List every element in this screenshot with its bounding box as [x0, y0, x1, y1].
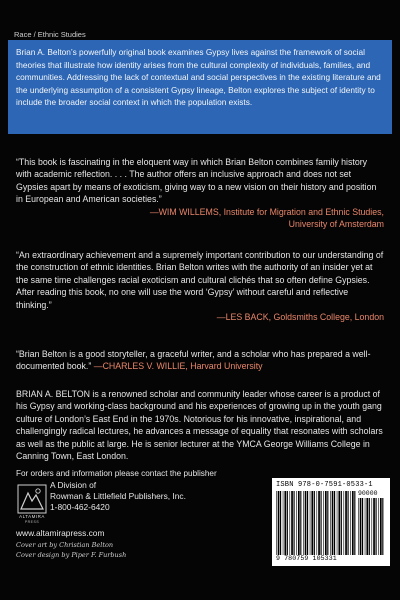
quote-back — [16, 249, 384, 323]
quote-willie — [16, 348, 384, 373]
publisher-name: Rowman & Littlefield Publishers, Inc. — [50, 491, 186, 502]
attribution-line: —WIM WILLEMS, Institute for Migration and Ethnic Studies, — [149, 206, 384, 217]
ean-number: 9 780759 105331 — [276, 555, 337, 562]
quote-attribution — [16, 206, 384, 231]
publisher-phone: 1-800-462-6420 — [50, 502, 110, 513]
altamira-logo-icon — [17, 484, 47, 514]
barcode-box — [272, 478, 390, 566]
attribution-line: University of Amsterdam — [288, 219, 384, 230]
publisher-line: A Division of — [50, 480, 97, 490]
logo-name: ALTAMIRA — [19, 514, 45, 519]
cover-design-credit: Cover design by Piper F. Furbush — [16, 551, 127, 559]
quote-text: “This book is fascinating in the eloquent way in which Brian Belton combines family history with academic reflection. . . . The author offers an inclusive approach and does not set Gypsies apart by means of exoticism, giving way to a new vision on their history and position in European and American societies.” — [16, 157, 377, 205]
publisher-url[interactable]: www.altamirapress.com — [16, 528, 105, 538]
cover-art-credit: Cover art by Christian Belton — [16, 541, 114, 549]
isbn-label: ISBN 978-0-7591-0533-1 — [276, 481, 373, 489]
price-code: 90000 — [358, 490, 378, 497]
description-box — [8, 40, 392, 134]
addon-barcode-icon — [358, 498, 386, 555]
quote-attribution — [16, 311, 384, 323]
ean-barcode-icon — [276, 491, 356, 555]
quote-willems — [16, 156, 384, 230]
author-bio: BRIAN A. BELTON is a renowned scholar and community leader whose career is a product of his Gypsy and working-class background and his experiences of growing up in the youth gang culture of London’s East End in the 1970s. Notorious for his innovative, inspirational, and challengingly radical lectures, he advances a message of equality that resonates with scholars as well as the public at large. He is senior lecturer at the YMCA George Williams College in Canning Town, East London. — [16, 389, 383, 462]
category-label: Race / Ethnic Studies — [14, 30, 86, 39]
attribution-line: —LES BACK, Goldsmiths College, London — [216, 312, 384, 323]
description-text: Brian A. Belton’s powerfully original book examines Gypsy lives against the framework of social theories that illustrate how identity arises from the cultural complexity of individuals, families, and communities. Addressing the lack of contextual and social perspectives in the existing literature and the underlying assumption of a consistent Gypsy lineage, Belton explores the subject of identity to include the broader social context in which the population exists. — [16, 47, 381, 108]
quote-text: “An extraordinary achievement and a supremely important contribution to our understanding of the construction of ethnic identities. Brian Belton writes with the authority of an insider yet at the same time challenges racial exoticism and cultural clichés that so often define Gypsies. After reading this book, no one will use the word ‘Gypsy’ without careful and reflective thinking.” — [16, 250, 384, 310]
attribution-line: —CHARLES V. WILLIE, Harvard University — [93, 361, 263, 372]
logo-sub: PRESS — [24, 520, 40, 524]
orders-line: For orders and information please contact the publisher — [16, 469, 217, 478]
quote-text: “Brian Belton is a good storyteller, a graceful writer, and a scholar who has prepared a well-documented book.” — [16, 349, 371, 372]
publisher-info — [50, 480, 186, 514]
